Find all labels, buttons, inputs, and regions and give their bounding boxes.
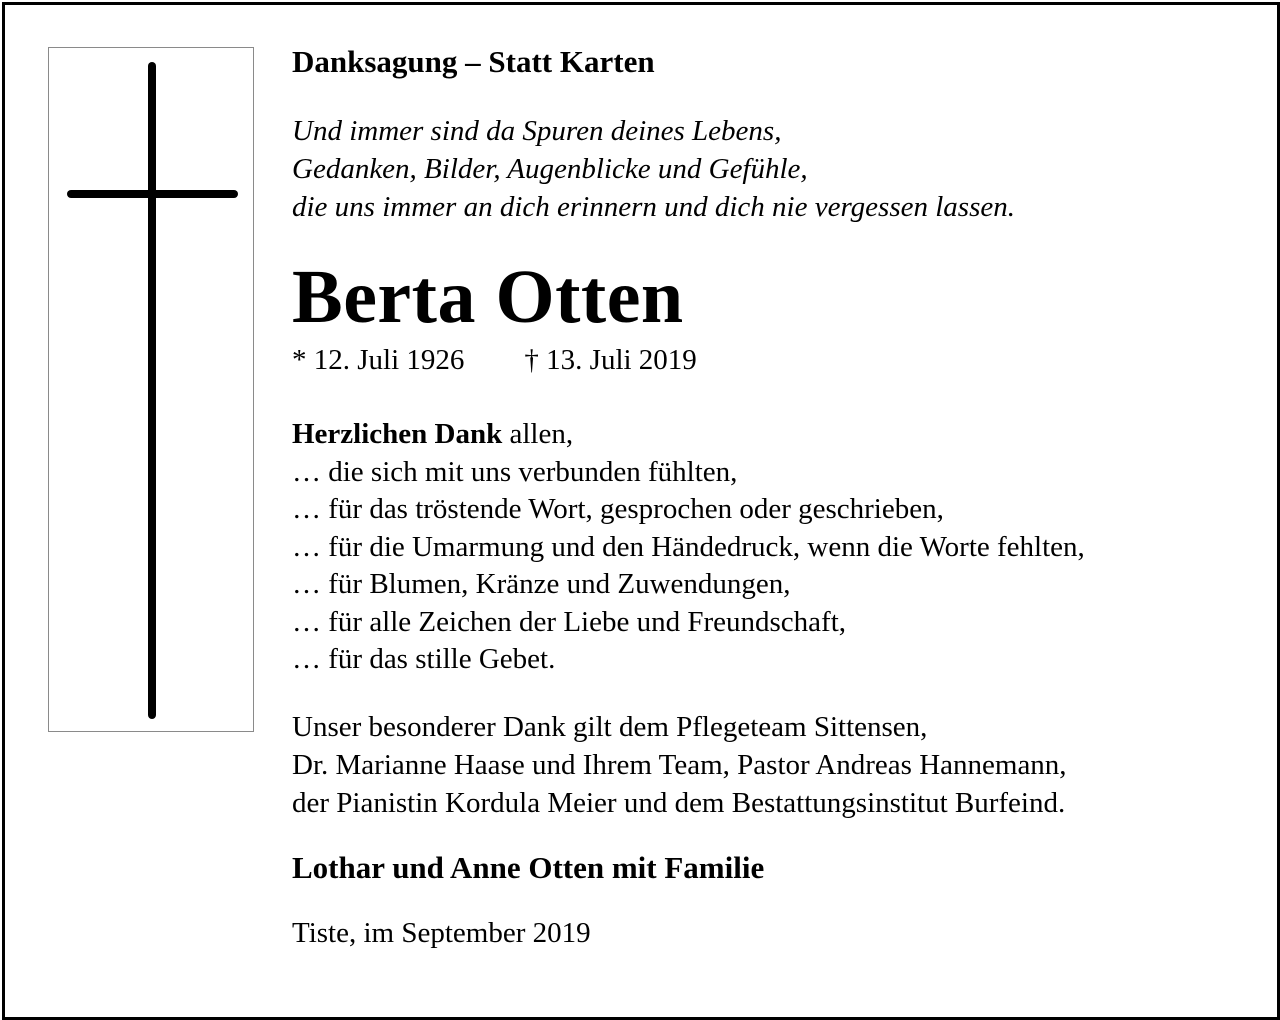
special-thanks — [292, 708, 1067, 822]
cross-icon — [49, 48, 255, 733]
thanks-line: … die sich mit uns verbunden fühlten, — [292, 455, 738, 488]
thanks-intro-bold: Herzlichen Dank — [292, 418, 503, 450]
death-date: † 13. Juli 2019 — [524, 344, 697, 376]
poem-line: Gedanken, Bilder, Augenblicke und Gefühle, — [292, 153, 808, 185]
life-dates — [292, 340, 697, 380]
thanks-block — [292, 416, 1085, 679]
thanks-intro-rest: allen, — [502, 418, 574, 450]
special-thanks-line: der Pianistin Kordula Meier und dem Bestattungsinstitut Burfeind. — [292, 787, 1066, 819]
cross-panel — [48, 47, 254, 732]
thanks-line: … für das tröstende Wort, gesprochen oder geschrieben, — [292, 493, 944, 525]
deceased-name: Berta Otten — [292, 255, 684, 339]
poem-line: Und immer sind da Spuren deines Lebens, — [292, 115, 782, 147]
poem — [292, 112, 1015, 226]
special-thanks-line: Dr. Marianne Haase und Ihrem Team, Pastor Andreas Hannemann, — [292, 749, 1067, 781]
thanks-line: … für alle Zeichen der Liebe und Freundschaft, — [292, 605, 847, 638]
thanks-line: … für das stille Gebet. — [292, 643, 556, 675]
thanks-intro — [292, 416, 1085, 454]
thanks-line: … für Blumen, Kränze und Zuwendungen, — [292, 568, 791, 600]
birth-date: * 12. Juli 1926 — [292, 344, 465, 376]
poem-line: die uns immer an dich erinnern und dich nie vergessen lassen. — [292, 191, 1015, 223]
thanks-line: … für die Umarmung und den Händedruck, wenn die Worte fehlten, — [292, 530, 1085, 563]
special-thanks-line: Unser besonderer Dank gilt dem Pflegeteam Sittensen, — [292, 711, 928, 743]
family-signature: Lothar und Anne Otten mit Familie — [292, 850, 765, 885]
notice-heading: Danksagung – Statt Karten — [292, 44, 655, 79]
place-date: Tiste, im September 2019 — [292, 917, 591, 949]
